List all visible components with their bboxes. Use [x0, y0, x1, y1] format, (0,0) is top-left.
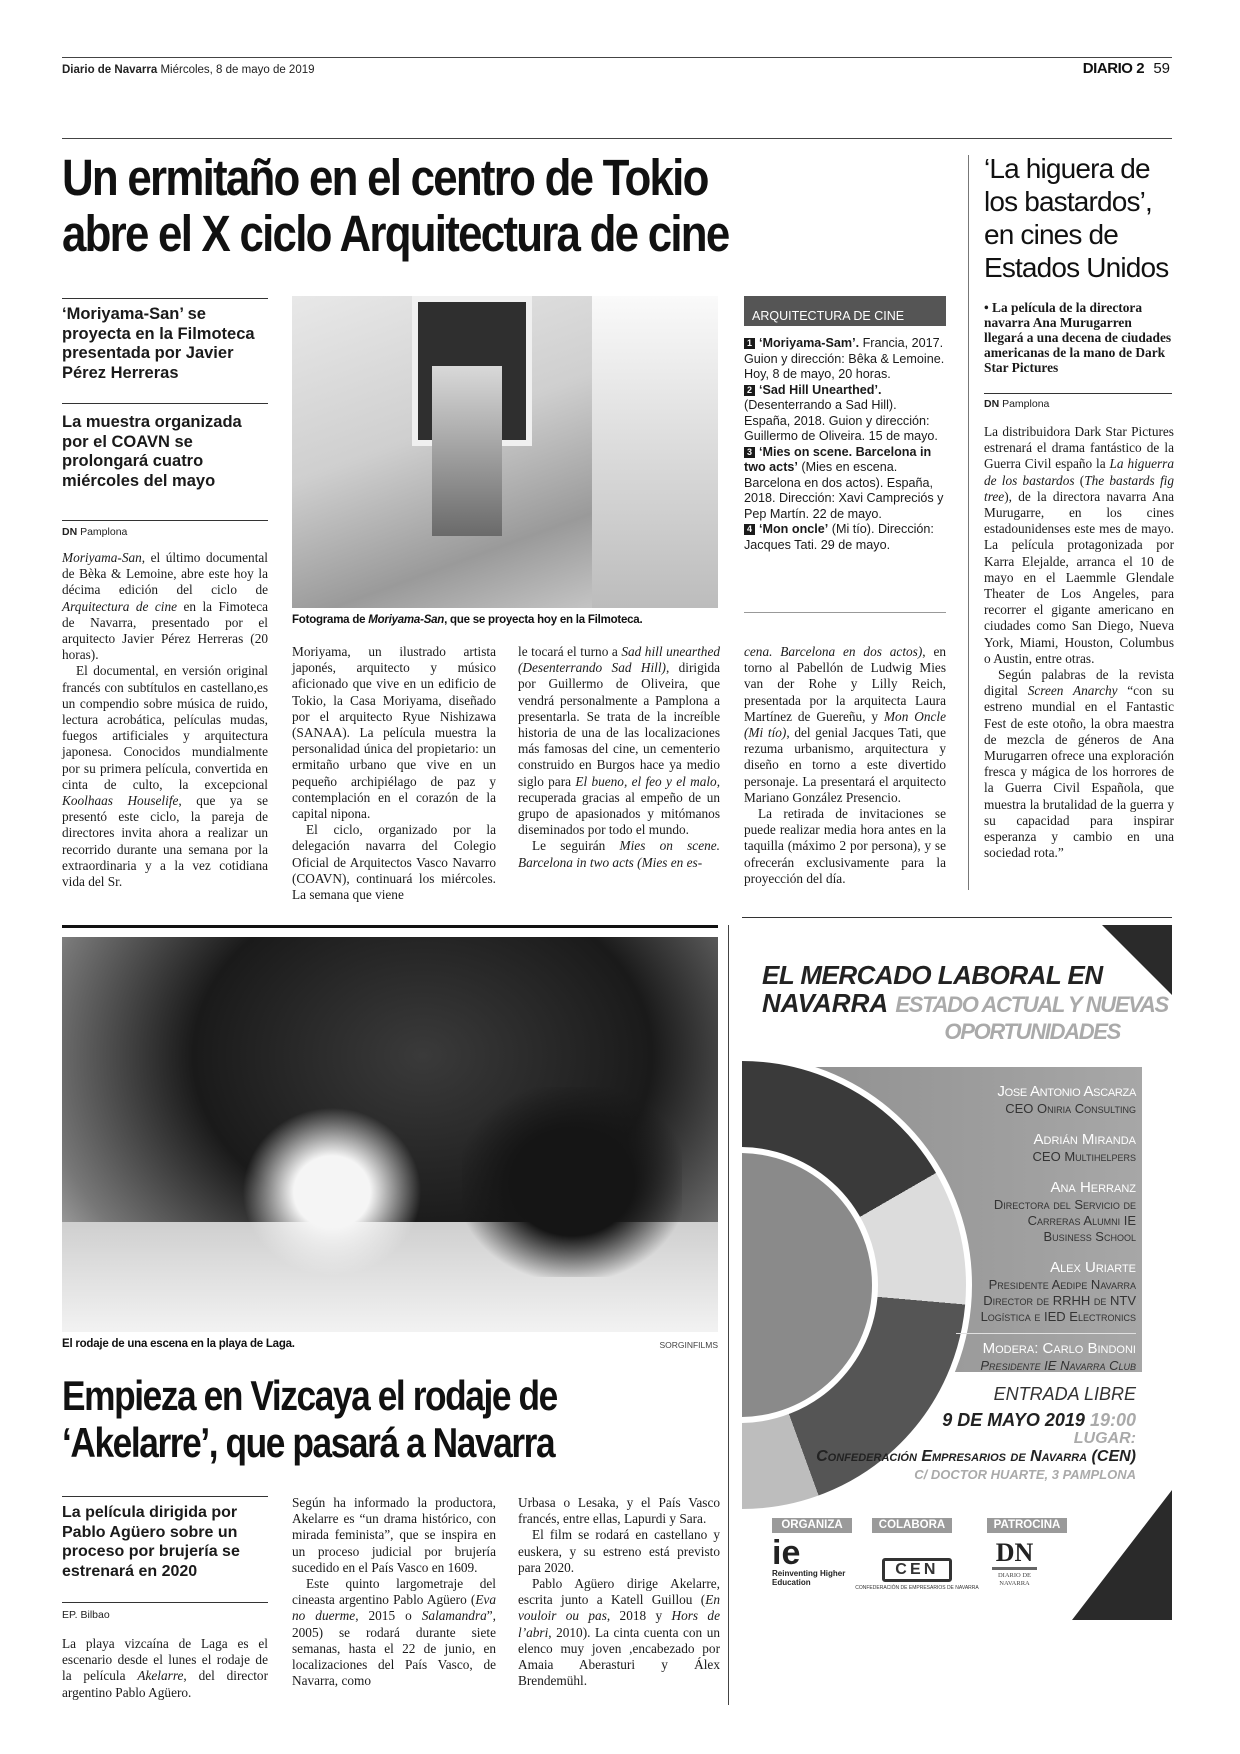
cen-tagline: CONFEDERACIÓN DE EMPRESARIOS DE NAVARRA — [855, 1585, 979, 1591]
akelarre-headline — [62, 1372, 557, 1466]
body-italic: Koolhaas Houselife — [62, 793, 179, 809]
body-text: , el último documental de Bèka & Lemoine, abre este hoy la décima edición del ciclo de — [62, 550, 268, 598]
ad-title-line3: OPORTUNIDADES — [944, 1019, 1120, 1044]
akelarre-headline-line2: ‘Akelarre’, que pasará a Navarra — [62, 1419, 555, 1466]
speaker — [876, 1259, 1136, 1325]
main-headline-line1: Un ermitaño en el centro de Tokio — [62, 149, 708, 206]
body-paragraph: Moriyama, un ilustrado artista japonés, arquitecto y músico aficionado que vive en un edificio de Tokio, la Casa Moriyama, diseñado por el arquitecto Ryue Nishizawa (SANAA). La película muestra la personalidad única del propietario: un ermitaño urbano que vive en un pequeño archipiélago de paz y contemplación en el corazón de la capital nipona. — [292, 644, 496, 822]
speaker-role: CEO Oniria Consulting — [1005, 1101, 1136, 1116]
body-italic: Moriyama-San — [62, 550, 142, 565]
body-italic: Hors de l’abri — [518, 1608, 720, 1640]
bullet-icon: • — [984, 300, 993, 315]
speaker-role: Presidente Aedipe Navarra — [988, 1277, 1136, 1292]
section-rule — [742, 917, 1172, 918]
body-italic: En vouloir ou pas — [518, 1592, 720, 1624]
body-italic: Akelarre — [137, 1668, 184, 1684]
event-time: 19:00 — [1089, 1410, 1136, 1430]
akelarre-body-col1 — [62, 1636, 268, 1701]
sidebox-item — [744, 336, 946, 383]
caption-prefix: Fotograma de — [292, 614, 369, 626]
page-number: 59 — [1153, 60, 1170, 77]
sponsor-colabora — [872, 1518, 952, 1533]
film-title: ‘Mies on scene. Barcelona in two acts’ — [744, 444, 932, 474]
top-rule — [62, 138, 1172, 139]
body-text: , 2010). La cinta cuenta con un elenco muy joven ,encabezado por Amaia Aberasturi y Álex Brendemühl. — [518, 1624, 720, 1689]
sidebox-list — [744, 336, 946, 553]
body-italic: Mies on scene. Barcelona in two acts (Mies en es- — [518, 838, 720, 870]
ad-title-bold: NAVARRA — [762, 988, 889, 1018]
speaker-name: Alex Uriarte — [1050, 1259, 1136, 1276]
body-text: ), de la directora navarra Ana Murugarre, en los cines estadounidenses este mes de mayo. La película protagonizada por Karra Elejalde, arranca el 10 de mayo en el Laemmle Glendale Theater de Los Angeles, para recorrer el gigante americano en ciudades como San Diego, Nueva York, Miami, Houston, Columbus o Austin, entre otras. — [984, 488, 1174, 666]
main-body-col4 — [744, 644, 946, 887]
subhead-rule — [62, 1496, 268, 1497]
event-details — [816, 1383, 1136, 1483]
moderator-role: Presidente IE Navarra Club — [980, 1358, 1136, 1373]
speaker-role: Business School — [1043, 1229, 1136, 1244]
body-text: “con su estreno mundial en el Fantastic Fest de este otoño, la obra maestra de mezcla de géneros de Ana Murugarren ofrece una exploración fresca y mágica de los horrores de la Guerra Civil Española, que muestra la brutalidad de la guerra y su capacidad para inspirar esperanza y cambio en una sociedad rota.” — [984, 683, 1174, 861]
paper-name: Diario de Navarra — [62, 64, 158, 76]
moderator — [956, 1333, 1136, 1374]
right-body — [984, 424, 1174, 861]
column-divider — [728, 925, 729, 1705]
moderator-name: Modera: Carlo Bindoni — [982, 1340, 1136, 1357]
speaker-name: Adrián Miranda — [1033, 1131, 1136, 1148]
subhead-1: ‘Moriyama-San’ se proyecta en la Filmoteca presentada por Javier Pérez Herreras — [62, 305, 255, 382]
speaker — [876, 1131, 1136, 1165]
section-rule — [62, 925, 718, 928]
speaker-name: Jose Antonio Ascarza — [997, 1083, 1136, 1100]
sidebox-item — [744, 383, 946, 445]
body-text: , recuperada gracias al empeño de un grupo de apasionados y mitómanos diseminados por todo el mundo. — [518, 773, 721, 838]
byline-rule — [62, 520, 268, 521]
byline-rule — [62, 1602, 268, 1603]
summary-text: La película de la directora navarra Ana Murugarren llegará a una decena de ciudades americanas de la mano de Dark Star Pictures — [984, 300, 1172, 375]
speakers-list — [876, 1083, 1136, 1374]
sponsor-label: COLABORA — [872, 1518, 952, 1533]
body-italic: The bastards fig tree — [984, 472, 1174, 504]
main-body-col2 — [292, 644, 496, 903]
body-text: La playa vizcaína de Laga es el escenario desde el lunes el rodaje de la película — [62, 1636, 268, 1684]
ie-logo-icon: ie — [772, 1534, 801, 1572]
cen-logo — [852, 1558, 982, 1591]
sidebox-item — [744, 445, 946, 523]
body-paragraph: Según ha informado la productora, Akelarre es “un drama histórico, con mirada feminista”, que se inspira en un proceso judicial por brujería sucedido en el País Vasco en 1609. — [292, 1495, 496, 1575]
byline-place: Pamplona — [80, 526, 128, 538]
akelarre-byline: EP. Bilbao — [62, 1609, 110, 1621]
main-photo-caption — [292, 614, 722, 626]
subhead-rule — [62, 298, 268, 299]
body-italic: Screen Anarchy — [1027, 683, 1118, 699]
right-byline — [984, 398, 1049, 410]
sponsor-organiza — [772, 1518, 852, 1587]
body-paragraph: El film se rodará en castellano y euskera, y su estreno está previsto para 2020. — [518, 1527, 720, 1575]
caption-italic: Moriyama-San — [368, 614, 445, 626]
number-badge: 1 — [744, 338, 755, 349]
ad-corner-decoration — [1102, 925, 1172, 995]
sponsor-label: PATROCINA — [987, 1518, 1067, 1533]
ie-tagline: Reinventing Higher Education — [772, 1569, 846, 1587]
body-text: Según palabras de la revista digital — [984, 667, 1174, 699]
speaker — [876, 1179, 1136, 1245]
number-badge: 2 — [744, 385, 755, 396]
body-text: , 2018 y — [606, 1608, 672, 1624]
dn-tagline: DIARIO DE NAVARRA — [997, 1572, 1032, 1587]
speaker-name: Ana Herranz — [1050, 1179, 1136, 1196]
speaker-role: CEO Multihelpers — [1032, 1149, 1136, 1164]
event-datetime — [816, 1409, 1136, 1431]
film-details: (Desenterrando a Sad Hill). España, 2018. Guion y dirección: Guillermo de Oliveira. 15 de mayo. — [744, 398, 938, 443]
body-text: La distribuidora Dark Star Pictures estrenará el drama fantástico de la Guerra Civil españo la — [984, 424, 1174, 472]
subhead-2: La muestra organizada por el COAVN se prolongará cuatro miércoles del mayo — [62, 413, 242, 490]
akelarre-body-col2 — [292, 1495, 496, 1689]
byline-agency: DN — [984, 398, 1000, 410]
film-title: ‘Moriyama-Sam’. — [759, 336, 860, 350]
body-italic: El bueno, el feo y el malo — [575, 773, 717, 789]
body-italic: Mon Oncle (Mi tío) — [744, 708, 947, 741]
body-paragraph: Urbasa o Lesaka, y el País Vasco francés, entre ellas, Lapurdi y Sara. — [518, 1495, 720, 1527]
body-text: El documental, en versión original francés con subtítulos en castellano,es un compendio sobre música de ruido, lectura acrobática, películas mudas, fuegos artificiales y arquitectura japonesa. Conocidos mundialmente por su primera película, convertida en cinta de culto, la excepcional — [62, 663, 268, 792]
speaker-role: Directora del Servicio de — [993, 1197, 1136, 1212]
body-text: , del director argentino Pablo Agüero. — [62, 1668, 268, 1700]
main-headline-line2: abre el X ciclo Arquitectura de cine — [62, 205, 729, 262]
venue-address: C/ DOCTOR HUARTE, 3 PAMPLONA — [914, 1467, 1136, 1482]
main-byline — [62, 526, 127, 538]
film-title: ‘Sad Hill Unearthed’. — [759, 382, 882, 397]
right-summary — [984, 300, 1174, 375]
body-paragraph: El ciclo, organizado por la delegación navarra del Colegio Oficial de Arquitectos Vasco Navarro (COAVN), continuará los miércoles. La semana que viene — [292, 822, 496, 903]
photo-actresses — [242, 1107, 422, 1277]
sponsors — [772, 1518, 1072, 1638]
byline-rule — [984, 393, 1172, 394]
film-details: (Mies en escena. Barcelona en dos actos). España, 2018. Dirección: Xavi Campreciós y Pep Martín. 22 de mayo. — [744, 460, 944, 521]
ad-corner-decoration — [1072, 1490, 1172, 1620]
main-body-col3 — [518, 644, 720, 871]
akelarre-headline-line1: Empieza en Vizcaya el rodaje de — [62, 1372, 557, 1419]
akelarre-subhead: La película dirigida por Pablo Agüero sobre un proceso por brujería se estrenará en 2020 — [62, 1504, 240, 1580]
body-text: , en torno al Pabellón de Ludwig Mies van der Rohe y Lilly Reich, presentada por la arquitecta Laura Martínez de Guereñu, y — [744, 644, 946, 724]
sidebox-title: ARQUITECTURA DE CINE — [744, 296, 946, 326]
ad-title-light: ESTADO ACTUAL Y NUEVAS — [895, 992, 1168, 1017]
main-photo — [292, 296, 718, 608]
main-body-col1 — [62, 550, 268, 890]
speaker-role: Carreras Alumni IE — [1027, 1213, 1136, 1228]
number-badge: 3 — [744, 447, 755, 458]
photo-person — [432, 366, 502, 536]
event-date: 9 DE MAYO 2019 — [942, 1410, 1085, 1430]
main-headline — [62, 150, 819, 262]
speaker-role: Director de RRHH de NTV — [983, 1293, 1136, 1308]
subhead-rule — [62, 403, 268, 404]
sponsor-label: ORGANIZA — [772, 1518, 852, 1533]
body-italic: La higuerra de los bastardos — [984, 456, 1174, 488]
right-headline: ‘La higuera de los bastardos’, en cines de Estados Unidos — [984, 153, 1169, 283]
ad-title-line1: EL MERCADO LABORAL EN — [762, 960, 1103, 990]
arquitectura-sidebox — [744, 296, 946, 553]
body-text: Le seguirán — [532, 838, 620, 854]
byline-agency: DN — [62, 526, 78, 538]
header-left — [62, 64, 315, 76]
header-rule — [62, 57, 1172, 58]
photo-credit: SORGINFILMS — [659, 1340, 718, 1350]
body-italic: cena. Barcelona en dos actos) — [744, 644, 923, 659]
body-paragraph: La retirada de invitaciones se puede realizar media hora antes en la taquilla (máximo 2 por persona), y se ofrecerán exclusivamente para la proyección del día. — [744, 806, 946, 886]
column-divider — [968, 155, 969, 890]
body-text: , que ya se presentó este ciclo, la pareja de directores invita ahora a realizar un recorrido durante una semana por la extraordinaria y a la vez cotidiana vida del Sr. — [62, 793, 269, 890]
speaker — [876, 1083, 1136, 1117]
photo-crew — [462, 1087, 682, 1277]
akelarre-photo — [62, 937, 718, 1332]
body-text: Este quinto largometraje del cineasta argentino Pablo Agüero ( — [292, 1576, 496, 1608]
body-text: ( — [1074, 472, 1085, 488]
ad-title-line2 — [762, 989, 1168, 1019]
section-name: DIARIO 2 — [1082, 60, 1145, 77]
akelarre-body-col3 — [518, 1495, 720, 1689]
body-italic: Salamandra — [421, 1608, 487, 1624]
film-details: (Mi tío). Dirección: Jacques Tati. 29 de mayo. — [744, 522, 934, 552]
photo-building — [592, 296, 718, 608]
body-text: Pablo Agüero dirige Akelarre, escrita junto a Katell Guillou ( — [518, 1576, 720, 1608]
byline-place: Pamplona — [1002, 398, 1050, 410]
dn-logo-bar — [992, 1567, 1037, 1570]
body-text: , 2015 o — [355, 1608, 422, 1624]
issue-date: Miércoles, 8 de mayo de 2019 — [160, 64, 315, 76]
body-text: en la Fimoteca de Navarra, presentado por el arquitecto Javier Pérez Herreras (20 horas). — [62, 598, 268, 663]
body-text: , dirigida por Guillermo de Oliveira, que vendrá personalmente a Pamplona a presentarla. Se trata de la increíble historia de una de las localizaciones más famosas del cine, un cementerio construido en Burgos hace ya medio siglo para — [518, 660, 721, 789]
body-text: ”, 2005) se rodará durante siete semanas, hasta el 22 de junio, en localizaciones del País Vasco, de Navarra, como — [292, 1608, 497, 1689]
body-text: , del genial Jacques Tati, que rezuma urbanismo, arquitectura y diseño en torno a este divertido personaje. La presentará el arquitecto Mariano González Presencio. — [744, 725, 946, 805]
akelarre-caption: El rodaje de una escena en la playa de Laga. — [62, 1338, 295, 1350]
venue-name: Confederación Empresarios de Navarra (CEN) — [816, 1448, 1136, 1465]
sidebox-item — [744, 522, 946, 553]
body-text: le tocará el turno a — [518, 644, 622, 659]
dn-logo-icon: DN — [995, 1538, 1034, 1567]
number-badge: 4 — [744, 524, 755, 535]
event-advertisement — [742, 925, 1172, 1715]
header-right — [1083, 60, 1170, 77]
place-label: LUGAR: — [1073, 1430, 1136, 1447]
body-italic: Sad hill unearthed (Desenterrando Sad Hill) — [518, 644, 720, 676]
caption-suffix: , que se proyecta hoy en la Filmoteca. — [444, 614, 643, 626]
entry-label: ENTRADA LIBRE — [993, 1384, 1136, 1404]
sidebox-rule — [744, 612, 946, 613]
sponsor-patrocina — [987, 1518, 1067, 1588]
film-details: Francia, 2017. Guion y dirección: Bêka & Lemoine. Hoy, 8 de mayo, 20 horas. — [744, 336, 945, 381]
body-italic: Eva no duerme — [292, 1592, 496, 1624]
body-italic: Arquitectura de cine — [62, 598, 178, 614]
cen-logo-icon: CEN — [882, 1558, 951, 1582]
speaker-role: Logística e IED Electronics — [980, 1309, 1136, 1324]
film-title: ‘Mon oncle’ — [759, 522, 829, 536]
